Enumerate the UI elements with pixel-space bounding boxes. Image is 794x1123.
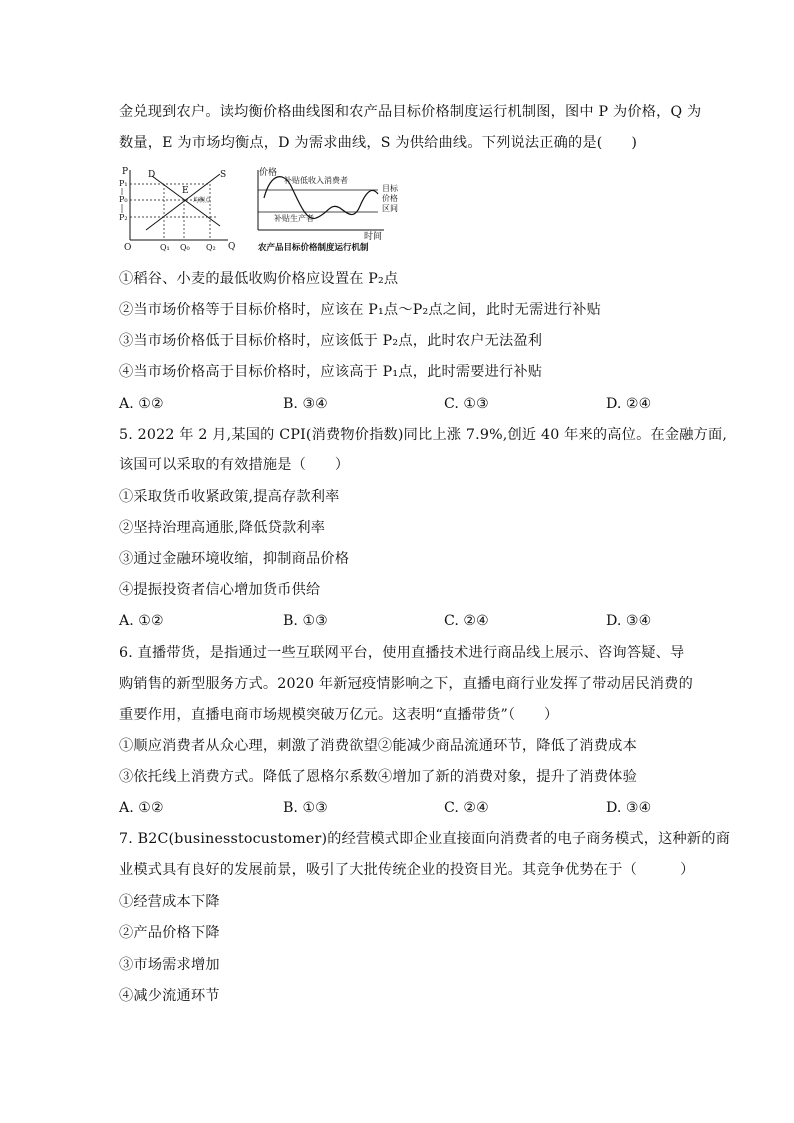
q4-option-d: D. ②④ [606, 396, 652, 412]
q6-option-d: D. ③④ [606, 800, 652, 816]
q0-label: Q₀ [180, 243, 190, 252]
q5-option-b: B. ①③ [283, 613, 328, 629]
q7-stem-line-1: 7. B2C(businesstocustomer)的经营模式即企业直接面向消费者的电子商务模式，这种新的商 [119, 831, 731, 847]
q4-statement-4: ④当市场价格高于目标价格时，应该高于 P₁点，此时需要进行补贴 [119, 364, 543, 380]
q7-stem-line-2: 业模式具有良好的发展前景，吸引了大批传统企业的投资目光。其竞争优势在于（ ） [119, 862, 695, 878]
figure-caption: 农产品目标价格制度运行机制 [258, 243, 369, 253]
intro-line-2: 数量，E 为市场均衡点，D 为需求曲线，S 为供给曲线。下列说法正确的是( ) [119, 135, 638, 151]
q4-option-c: C. ①③ [444, 396, 489, 412]
q2-label: Q₂ [206, 243, 216, 252]
time-axis-label: 时间 [364, 232, 383, 242]
e-note: 均衡点 [193, 197, 212, 204]
p2-label: P₂ [119, 213, 128, 222]
q5-option-c: C. ②④ [444, 613, 489, 629]
q6-stem-line-2: 购销售的新型服务方式。2020 年新冠疫情影响之下，直播电商行业发挥了带动居民消费的 [119, 676, 693, 692]
figures [116, 164, 406, 258]
q7-statement-2: ②产品价格下降 [119, 925, 220, 941]
lower-subsidy-label: 补贴生产者 [274, 214, 314, 223]
band-label-2: 价格 [382, 194, 398, 203]
q4-option-b: B. ③④ [283, 396, 328, 412]
q6-option-a: A. ①② [119, 800, 164, 816]
equilibrium-chart [119, 167, 235, 253]
e-label: E [182, 186, 189, 196]
q5-statement-4: ④提振投资者信心增加货币供给 [119, 582, 321, 598]
figures-svg [116, 164, 406, 254]
q5-stem-line-2: 该国可以采取的有效措施是（ ） [119, 457, 350, 473]
q5-statement-3: ③通过金融环境收缩，抑制商品价格 [119, 551, 350, 567]
q7-statement-1: ①经营成本下降 [119, 894, 220, 910]
band-label-3: 区间 [382, 204, 398, 213]
q5-option-d: D. ③④ [606, 613, 652, 629]
q4-option-a: A. ①② [119, 396, 164, 412]
price-axis-label: 价格 [259, 168, 278, 178]
q6-option-b: B. ①③ [283, 800, 328, 816]
q6-statements-1-2: ①顺应消费者从众心理，刺激了消费欲望②能减少商品流通环节，降低了消费成本 [119, 738, 637, 754]
p0-label: P₀ [119, 195, 128, 204]
q1-label: Q₁ [160, 243, 170, 252]
q7-statement-4: ④减少流通环节 [119, 988, 220, 1004]
q4-statement-1: ①稻谷、小麦的最低收购价格应设置在 P₂点 [119, 271, 399, 287]
intro-line-1: 金兑现到农户。读均衡价格曲线图和农产品目标价格制度运行机制图，图中 P 为价格，Q 为 [119, 104, 702, 120]
p1-label: P₁ [119, 179, 128, 188]
q6-stem-line-3: 重要作用，直播电商市场规模突破万亿元。这表明“直播带货”（ ） [119, 707, 559, 723]
q5-statement-2: ②坚持治理高通胀,降低贷款利率 [119, 520, 326, 536]
axis-q-label: Q [228, 242, 236, 252]
q6-option-c: C. ②④ [444, 800, 489, 816]
axis-p-label: P [122, 167, 129, 177]
upper-subsidy-label: 补贴低收入消费者 [284, 176, 348, 185]
band-label-1: 目标 [382, 184, 398, 193]
s-label: S [220, 170, 227, 180]
q5-stem-line-1: 5. 2022 年 2 月,某国的 CPI(消费物价指数)同比上涨 7.9%,创近 40 年来的高位。在金融方面, [119, 427, 728, 443]
target-price-chart [258, 166, 399, 253]
q6-statements-3-4: ③依托线上消费方式。降低了恩格尔系数④增加了新的消费对象，提升了消费体验 [119, 769, 637, 785]
q6-stem-line-1: 6. 直播带货，是指通过一些互联网平台，使用直播技术进行商品线上展示、咨询答疑、导 [119, 645, 685, 661]
q4-statement-2: ②当市场价格等于目标价格时，应该在 P₁点～P₂点之间，此时无需进行补贴 [119, 302, 601, 318]
q5-option-a: A. ①② [119, 613, 164, 629]
d-label: D [148, 170, 156, 180]
q4-statement-3: ③当市场价格低于目标价格时，应该低于 P₂点，此时农户无法盈利 [119, 333, 543, 349]
q5-statement-1: ①采取货币收紧政策,提高存款利率 [119, 489, 340, 505]
origin-label: O [124, 243, 132, 253]
q7-statement-3: ③市场需求增加 [119, 957, 220, 973]
